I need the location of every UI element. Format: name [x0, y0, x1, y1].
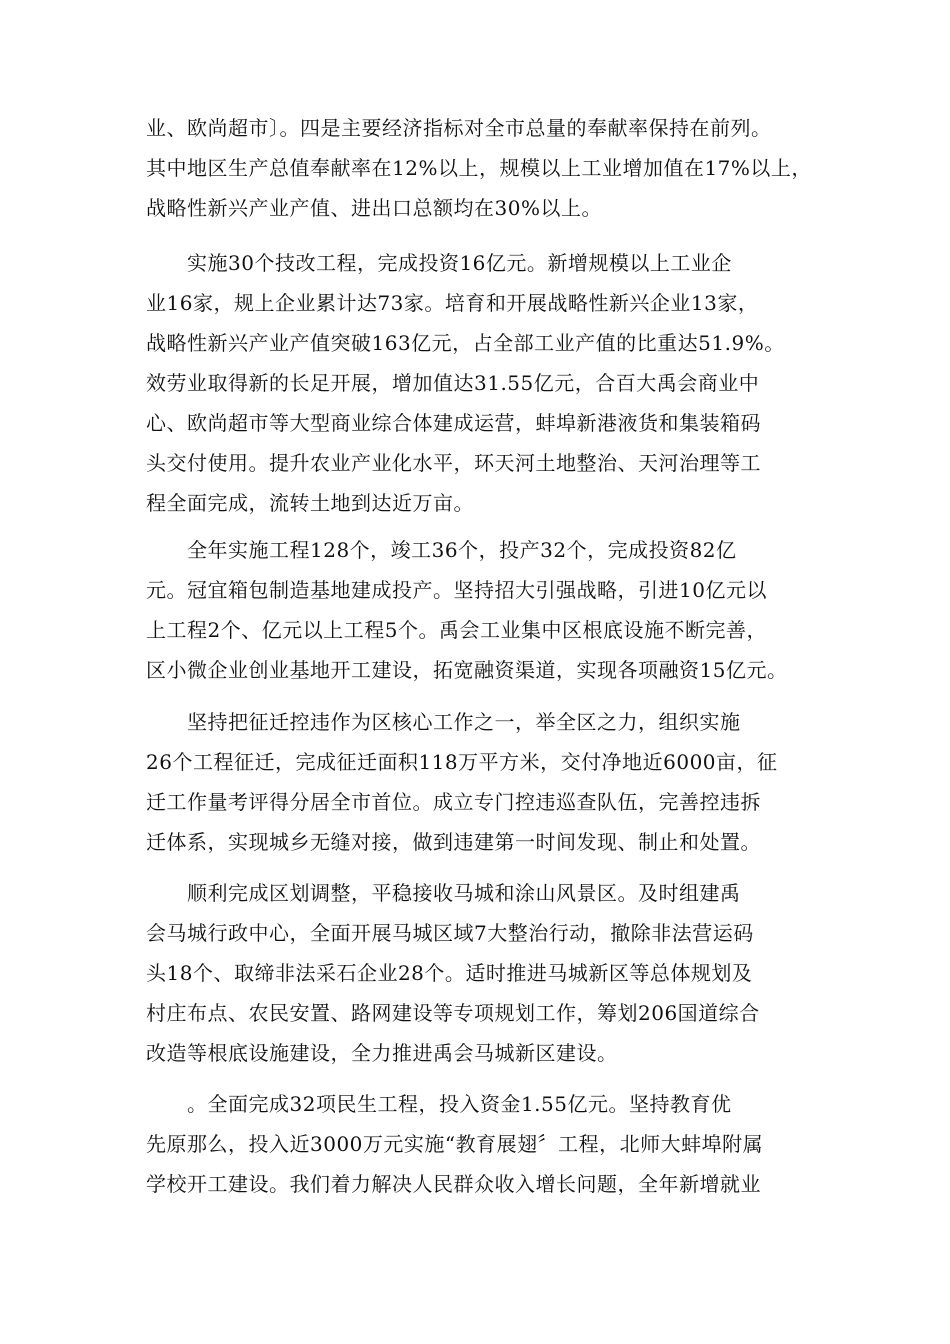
text-line: 元。冠宜箱包制造基地建成投产。坚持招大引强战略，引进10亿元以 — [146, 578, 767, 602]
text-line: 头18个、取缔非法采石企业28个。适时推进马城新区等总体规划及 — [146, 961, 753, 985]
paragraph-economic-indicators — [146, 108, 836, 228]
text-line: 实施30个技改工程，完成投资16亿元。新增规模以上工业企 — [146, 251, 732, 275]
paragraph-district-adjustment — [146, 873, 836, 1073]
text-line: 村庄布点、农民安置、路网建设等专项规划工作，筹划206国道综合 — [146, 1001, 760, 1025]
text-line: 迁体系，实现城乡无缝对接，做到违建第一时间发现、制止和处置。 — [146, 830, 761, 854]
text-line: 26个工程征迁，完成征迁面积118万平方米，交付净地近6000亩，征 — [146, 750, 778, 774]
text-line: 坚持把征迁控违作为区核心工作之一，举全区之力，组织实施 — [146, 710, 741, 734]
text-line: 改造等根底设施建设，全力推进禹会马城新区建设。 — [146, 1041, 618, 1065]
text-line: 心、欧尚超市等大型商业综合体建成运营，蚌埠新港液货和集装箱码 — [146, 411, 761, 435]
text-line: 程全面完成，流转土地到达近万亩。 — [146, 491, 474, 515]
text-line: 区小微企业创业基地开工建设，拓宽融资渠道，实现各项融资15亿元。 — [146, 658, 788, 682]
text-line: 全年实施工程128个，竣工36个，投产32个，完成投资82亿 — [146, 538, 737, 562]
text-line: 顺利完成区划调整，平稳接收马城和涂山风景区。及时组建禹 — [146, 881, 741, 905]
text-line: 其中地区生产总值奉献率在12%以上，规模以上工业增加值在17%以上， — [146, 156, 812, 180]
text-line: 。全面完成32项民生工程，投入资金1.55亿元。坚持教育优 — [146, 1092, 732, 1116]
text-line: 效劳业取得新的长足开展，增加值达31.55亿元，合百大禹会商业中 — [146, 371, 760, 395]
text-line: 头交付使用。提升农业产业化水平，环天河土地整治、天河治理等工 — [146, 451, 761, 475]
text-line: 战略性新兴产业产值、进出口总额均在30%以上。 — [146, 196, 602, 220]
paragraph-livelihood — [146, 1084, 836, 1204]
text-line: 业16家，规上企业累计达73家。培育和开展战略性新兴企业13家， — [146, 291, 759, 315]
text-line: 业、欧尚超市〕。四是主要经济指标对全市总量的奉献率保持在前列。 — [146, 116, 772, 140]
text-line: 会马城行政中心，全面开展马城区域7大整治行动，撤除非法营运码 — [146, 921, 754, 945]
text-line: 迁工作量考评得分居全市首位。成立专门控违巡查队伍，完善控违拆 — [146, 790, 761, 814]
text-line: 学校开工建设。我们着力解决人民群众收入增长问题，全年新增就业 — [146, 1172, 761, 1196]
paragraph-land-acquisition — [146, 702, 836, 862]
text-line: 先原那么，投入近3000万元实施“教育展翅〞工程，北师大蚌埠附属 — [146, 1132, 764, 1156]
paragraph-projects — [146, 530, 836, 690]
text-line: 上工程2个、亿元以上工程5个。禹会工业集中区根底设施不断完善， — [146, 618, 767, 642]
paragraph-industry — [146, 243, 836, 523]
text-line: 战略性新兴产业产值突破163亿元，占全部工业产值的比重达51.9%。 — [146, 331, 785, 355]
